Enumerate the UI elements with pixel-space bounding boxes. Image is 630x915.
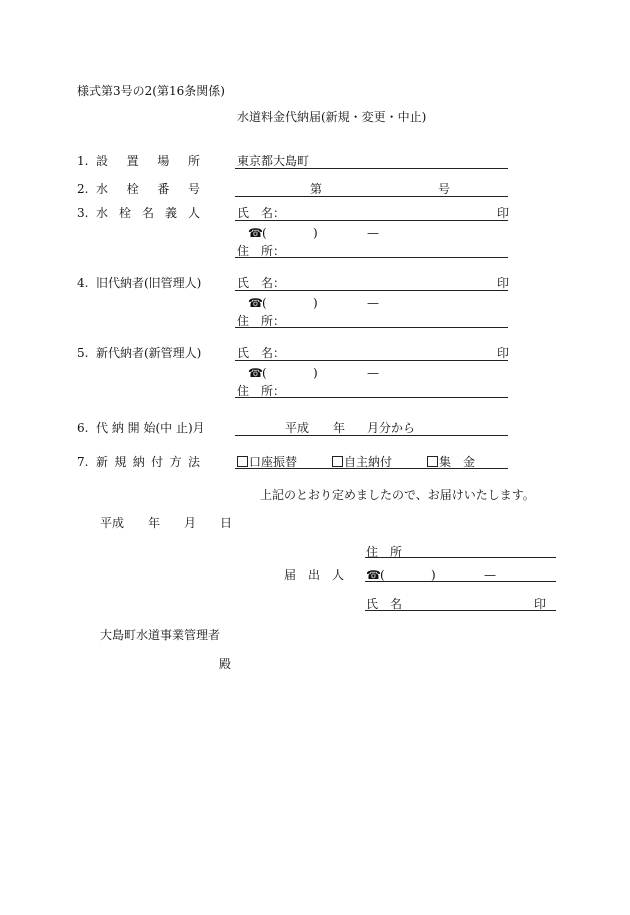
old-payer-phone-icon: ☎ <box>248 296 263 310</box>
new-payer-address-field[interactable] <box>235 397 508 398</box>
old-payer-name-label: 氏 名： <box>237 276 286 290</box>
owner-phone-dash: — <box>367 226 379 240</box>
item-1-number: 1. <box>77 154 89 168</box>
item-3-number: 3. <box>77 206 89 220</box>
payment-method-underline <box>235 468 508 469</box>
checkbox-self-payment[interactable] <box>332 456 343 467</box>
new-payer-phone-icon: ☎ <box>248 366 263 380</box>
item-5-number: 5. <box>77 346 89 360</box>
checkbox-collection[interactable] <box>427 456 438 467</box>
owner-name-field[interactable] <box>235 220 508 221</box>
start-month-field[interactable] <box>235 435 508 436</box>
checkbox-account-transfer[interactable] <box>237 456 248 467</box>
applicant-name-field[interactable] <box>365 610 556 611</box>
install-location-underline <box>235 168 508 169</box>
applicant-phone-field[interactable] <box>365 581 556 582</box>
new-payer-phone-dash: — <box>367 366 379 380</box>
applicant-phone-open: ( <box>380 568 385 582</box>
applicant-phone-dash: — <box>484 568 496 582</box>
owner-name-label: 氏 名： <box>237 206 286 220</box>
applicant-label: 届 出 人 <box>284 568 345 582</box>
option-self-payment[interactable]: 自主納付 <box>332 455 392 469</box>
item-2-label: 水 栓 番 号 <box>96 182 200 196</box>
option-account-transfer[interactable]: 口座振替 <box>237 455 297 469</box>
addressee: 大島町水道事業管理者 <box>100 628 221 642</box>
date-year: 年 <box>148 516 161 530</box>
item-4-number: 4. <box>77 276 89 290</box>
applicant-name-label: 氏 名 <box>366 597 403 611</box>
owner-phone-icon: ☎ <box>248 226 263 240</box>
start-era: 平成 <box>285 421 310 435</box>
start-year: 年 <box>333 421 346 435</box>
applicant-phone-close: ) <box>431 568 436 582</box>
old-payer-phone-open: ( <box>262 296 267 310</box>
new-payer-phone-close: ) <box>313 366 318 380</box>
form-id: 様式第3号の2(第16条関係) <box>77 84 225 98</box>
item-2-number: 2. <box>77 182 89 196</box>
item-4-label: 旧代納者(旧管理人) <box>96 276 202 290</box>
item-6-label: 代 納 開 始(中 止)月 <box>96 421 205 435</box>
old-payer-phone-close: ) <box>313 296 318 310</box>
old-payer-address-label: 住 所： <box>237 314 286 328</box>
start-month: 月分から <box>367 421 416 435</box>
new-payer-phone-open: ( <box>262 366 267 380</box>
applicant-address-field[interactable] <box>365 557 556 558</box>
faucet-number-field[interactable] <box>235 196 508 197</box>
date-era: 平成 <box>100 516 125 530</box>
item-5-label: 新代納者(新管理人) <box>96 346 202 360</box>
owner-address-field[interactable] <box>235 257 508 258</box>
item-1-label: 設 置 場 所 <box>96 154 200 168</box>
applicant-address-label: 住 所 <box>366 545 403 559</box>
honorific: 殿 <box>219 657 232 671</box>
old-payer-name-field[interactable] <box>235 290 508 291</box>
faucet-number-go: 号 <box>438 182 451 196</box>
faucet-number-dai: 第 <box>310 182 323 196</box>
date-month: 月 <box>184 516 197 530</box>
option-collection[interactable]: 集 金 <box>427 455 475 469</box>
applicant-phone-icon: ☎ <box>366 568 381 582</box>
install-location-value[interactable]: 東京都大島町 <box>237 154 310 168</box>
form-title: 水道料金代納届(新規・変更・中止) <box>237 110 427 124</box>
new-payer-name-field[interactable] <box>235 360 508 361</box>
date-day: 日 <box>220 516 233 530</box>
declaration-text: 上記のとおり定めましたので、お届けいたします。 <box>260 488 535 502</box>
owner-address-label: 住 所： <box>237 244 286 258</box>
owner-phone-close: ) <box>313 226 318 240</box>
item-3-label: 水 栓 名 義 人 <box>96 206 200 220</box>
new-payer-seal: 印 <box>497 346 510 360</box>
old-payer-phone-dash: — <box>367 296 379 310</box>
old-payer-seal: 印 <box>497 276 510 290</box>
item-7-number: 7. <box>77 455 89 469</box>
item-7-label: 新 規 納 付 方 法 <box>96 455 200 469</box>
applicant-seal: 印 <box>534 597 547 611</box>
owner-seal: 印 <box>497 206 510 220</box>
old-payer-address-field[interactable] <box>235 327 508 328</box>
new-payer-name-label: 氏 名： <box>237 346 286 360</box>
new-payer-address-label: 住 所： <box>237 384 286 398</box>
item-6-number: 6. <box>77 421 89 435</box>
owner-phone-open: ( <box>262 226 267 240</box>
